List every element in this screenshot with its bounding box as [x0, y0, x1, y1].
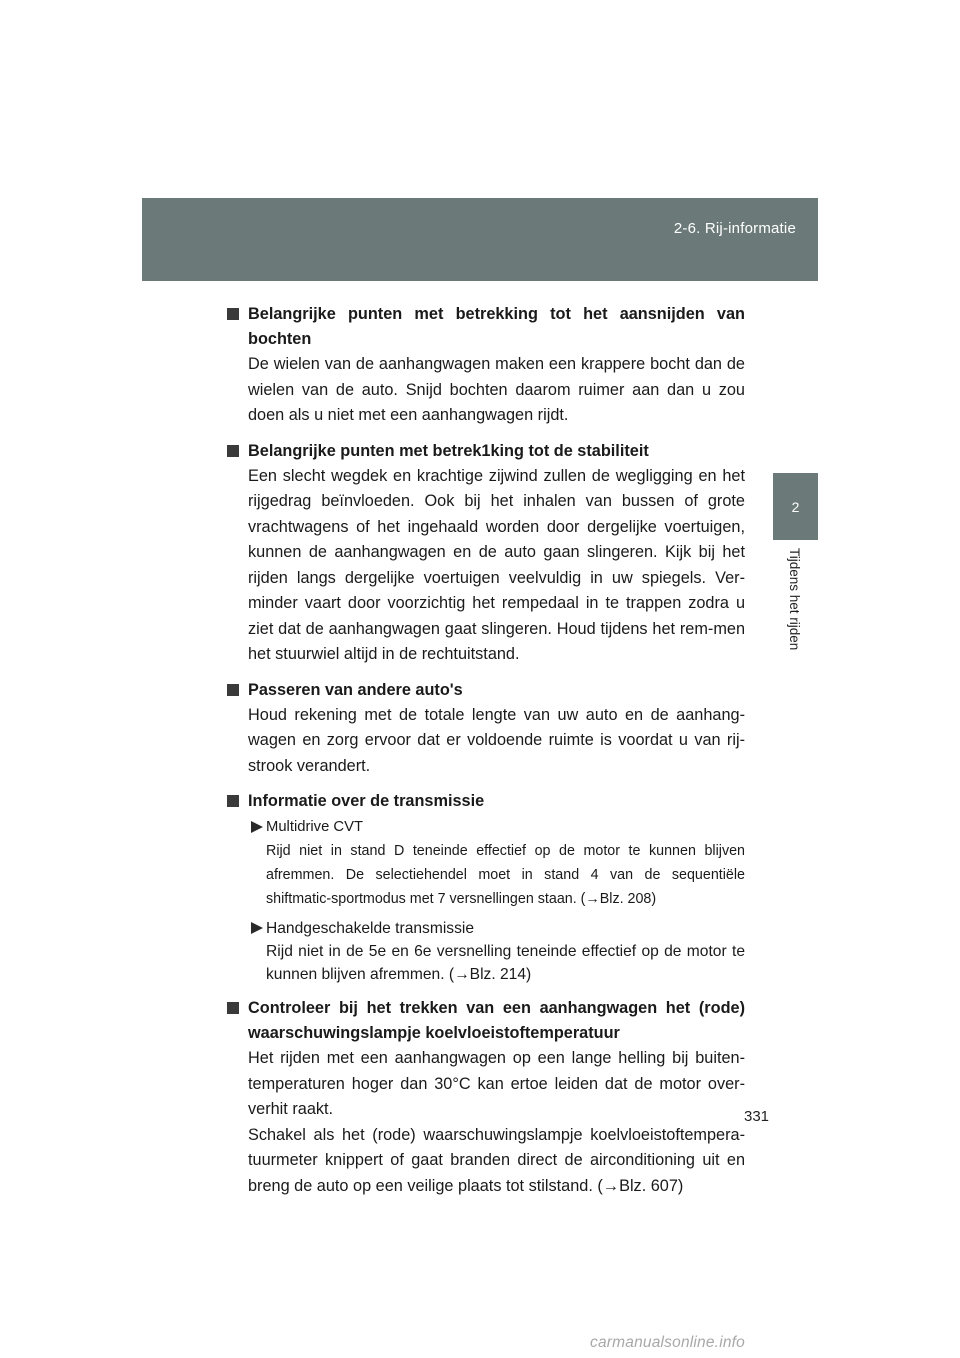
subitem-manual — [248, 917, 745, 986]
subitem-text: Rijd niet in stand D teneinde effectief op de motor te kunnen blijven afremmen. De selectiehendel moet in stand 4 van de sequentiële shiftmatic-sportmodus met 7 versnellingen staan. (→Blz. 208) — [266, 843, 745, 907]
section-paragraph: Houd rekening met de totale lengte van uw auto en de aanhang-wagen en zorg ervoor dat er voldoende ruimte is voordat u van rij-strook verandert. — [248, 705, 745, 775]
section-heading: Informatie over de transmissie — [227, 789, 745, 814]
square-bullet-icon — [227, 445, 239, 457]
watermark-text: carmanualsonline.info — [590, 1334, 745, 1351]
square-bullet-icon — [227, 684, 239, 696]
section-heading: Belangrijke punten met betrekking tot het aansnijden van bochten — [227, 302, 745, 352]
chapter-title: 2-6. Rij-informatie — [673, 220, 796, 237]
square-bullet-icon — [227, 1002, 239, 1014]
chapter-header-bar — [142, 198, 818, 281]
section-stability — [227, 439, 745, 668]
subitem-title: Handgeschakelde transmissie — [248, 917, 745, 940]
subitem-multidrive — [248, 816, 745, 911]
section-paragraph: Schakel als het (rode) waarschuwingslampje koelvloeistoftempera-tuurmeter knippert of gaat branden direct de airconditioning uit en breng de auto op een veilige plaats tot stilstand. (→Blz. 607) — [248, 1125, 745, 1195]
section-bends — [227, 302, 745, 429]
subitem-text: Rijd niet in de 5e en 6e versnelling teneinde effectief op de motor te kunnen blijven afremmen. (→Blz. 214) — [266, 943, 745, 983]
section-transmission — [227, 789, 745, 986]
section-passing — [227, 678, 745, 780]
page-number: 331 — [744, 1108, 770, 1125]
section-heading: Passeren van andere auto's — [227, 678, 745, 703]
triangle-bullet-icon — [251, 922, 263, 934]
triangle-bullet-icon — [251, 821, 263, 833]
subitem-title: Multidrive CVT — [248, 816, 745, 839]
section-heading: Belangrijke punten met betrek1king tot de stabiliteit — [227, 439, 745, 464]
chapter-number: 2 — [791, 499, 800, 515]
square-bullet-icon — [227, 795, 239, 807]
chapter-side-label: Tijdens het rijden — [787, 548, 802, 651]
section-paragraph: Een slecht wegdek en krachtige zijwind zullen de wegligging en het rijgedrag beïnvloeden. Ook bij het inhalen van bussen of grote vrachtwagens of het ingehaald worden door dergelijke voertuigen, kunnen de aanhangwagen en de auto gaan slingeren. Kijk bij het rijden langs dergelijke voertuigen veelvuldig in uw spiegels. Ver-minder vaart door voorzichtig het rempedaal in te trappen zodra u ziet dat de aanhangwagen gaat slingeren. Houd tijdens het rem-men het stuurwiel altijd in de rechtuitstand. — [248, 466, 745, 663]
section-heading: Controleer bij het trekken van een aanhangwagen het (rode) waarschuwingslampje koelvloeistoftemperatuur — [227, 996, 745, 1046]
section-paragraph: Het rijden met een aanhangwagen op een lange helling bij buiten-temperaturen hoger dan 30°C kan ertoe leiden dat de motor over-verhit raakt. — [248, 1049, 745, 1118]
page-content — [227, 302, 745, 1209]
square-bullet-icon — [227, 308, 239, 320]
section-coolant — [227, 996, 745, 1199]
chapter-side-tab — [773, 473, 818, 540]
section-paragraph: De wielen van de aanhangwagen maken een krappere bocht dan de wielen van de auto. Snijd bochten daarom ruimer aan dan u zou doen als u niet met een aanhangwagen rijdt. — [248, 355, 745, 424]
transmission-subitems — [227, 816, 745, 986]
